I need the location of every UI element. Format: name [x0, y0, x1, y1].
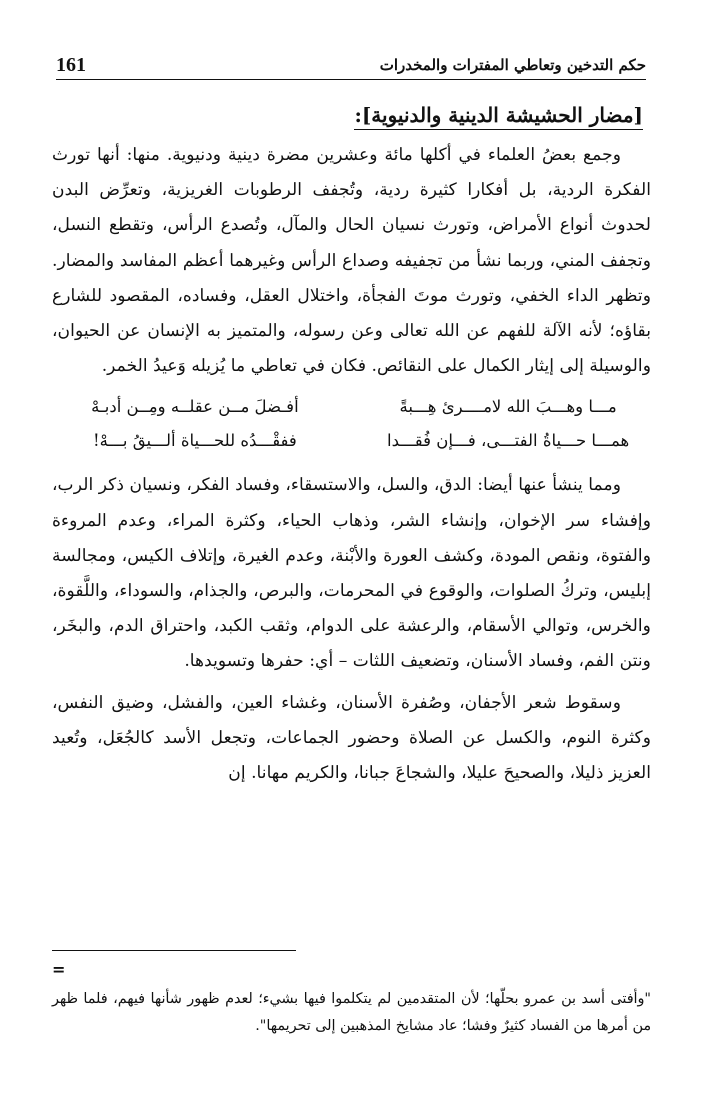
page-number: 161 [56, 54, 86, 76]
section-heading [52, 100, 651, 130]
header-rule [56, 79, 646, 80]
paragraph-3: وسقوط شعر الأجفان، وصُفرة الأسنان، وغشاء العين، والفشل، وضيق النفس، وكثرة النوم، والكسل عن الصلاة وحضور الجماعات، وتجعل الأسد كالجُعَل، وتُعيد العزيز ذليلا، والصحيحَ عليلا، والشجاعَ جبانا، والكريم مهانا. إن [52, 692, 651, 784]
running-title: حكم التدخين وتعاطي المفترات والمخدرات [379, 56, 646, 74]
footnote-continuation-mark: = [52, 960, 66, 979]
paragraph-1: وجمع بعضُ العلماء في أكلها مائة وعشرين مضرة دينية ودنيوية. منها: أنها تورث الفكرة الردية، بل أفكارا كثيرة ردية، وتُجفف الرطوبات الغريزية، وتعرِّض البدن لحدوث أنواع الأمراض، وتورث نسيان الحال والمآل، وتُصدع الرأس، وتقطع النسل، وتجفف المني، وربما نشأ من تجفيفه وصداع الرأس وغيرهما أعظم المفاسد والمضار. وتظهر الداء الخفي، وتورث موتَ الفجأة، واختلال العقل، وفساده، المقصود للشارع بقاؤه؛ لأنه الآلة للفهم عن الله تعالى وعن رسوله، والمتميز به الإنسان عن الحيوان، والوسيلة إلى إيثار الكمال على النقائص. فكان في تعاطي ما يُزيله وَعيدُ الخمر. [52, 145, 651, 377]
verse-1 [52, 390, 651, 424]
footnote: "وأفتى أسد بن عمرو بحلّها؛ لأن المتقدمين لم يتكلموا فيها بشيء؛ لعدم ظهور شأنها فيهم، فلما ظهر من أمرها من الفساد كثيرٌ وفشا؛ عاد مشايخ المذهبين إلى تحريمها". [52, 991, 651, 1034]
verse-2-first-hemistich: همـــا حـــياةُ الفتـــى، فـــإن فُقـــدا [387, 431, 630, 451]
verse-2 [52, 424, 651, 458]
verse-1-second-hemistich: أفـضلَ مــن عقلــه ومِــن أدبـهْ [91, 397, 299, 417]
paragraph-2: ومما ينشأ عنها أيضا: الدق، والسل، والاستسقاء، وفساد الفكر، ونسيان ذكر الرب، وإفشاء سر الإخوان، وإنشاء الشر، وذهاب الحياء، وكثرة المراء، وعدم المروءة والفتوة، ونقص المودة، وكشف العورة والأبْنة، وعدم الغيرة، وإتلاف الكيس، ومجالسة إبليس، وتركُ الصلوات، والوقوع في المحرمات، والبرص، والجذام، والسوداء، واللَّقوة، والخرس، وتوالي الأسقام، والرعشة على الدوام، وثقب الكبد، واحتراق الدم، والبخَر، ونتن الفم، وفساد الأسنان، وتضعيف اللثات – أي: حفرها وتسويدها. [52, 475, 651, 672]
footnote-rule [52, 950, 296, 951]
poem [52, 390, 651, 458]
page-header [56, 50, 646, 76]
verse-2-second-hemistich: ففقْـــدُه للحـــياة ألـــيقُ بـــهْ! [92, 431, 297, 451]
body-text [52, 100, 651, 797]
verse-1-first-hemistich: مـــا وهـــبَ الله لامــــرئ هِـــبةً [399, 397, 617, 417]
section-heading-text: [مضار الحشيشة الدينية والدنيوية]: [354, 103, 643, 130]
